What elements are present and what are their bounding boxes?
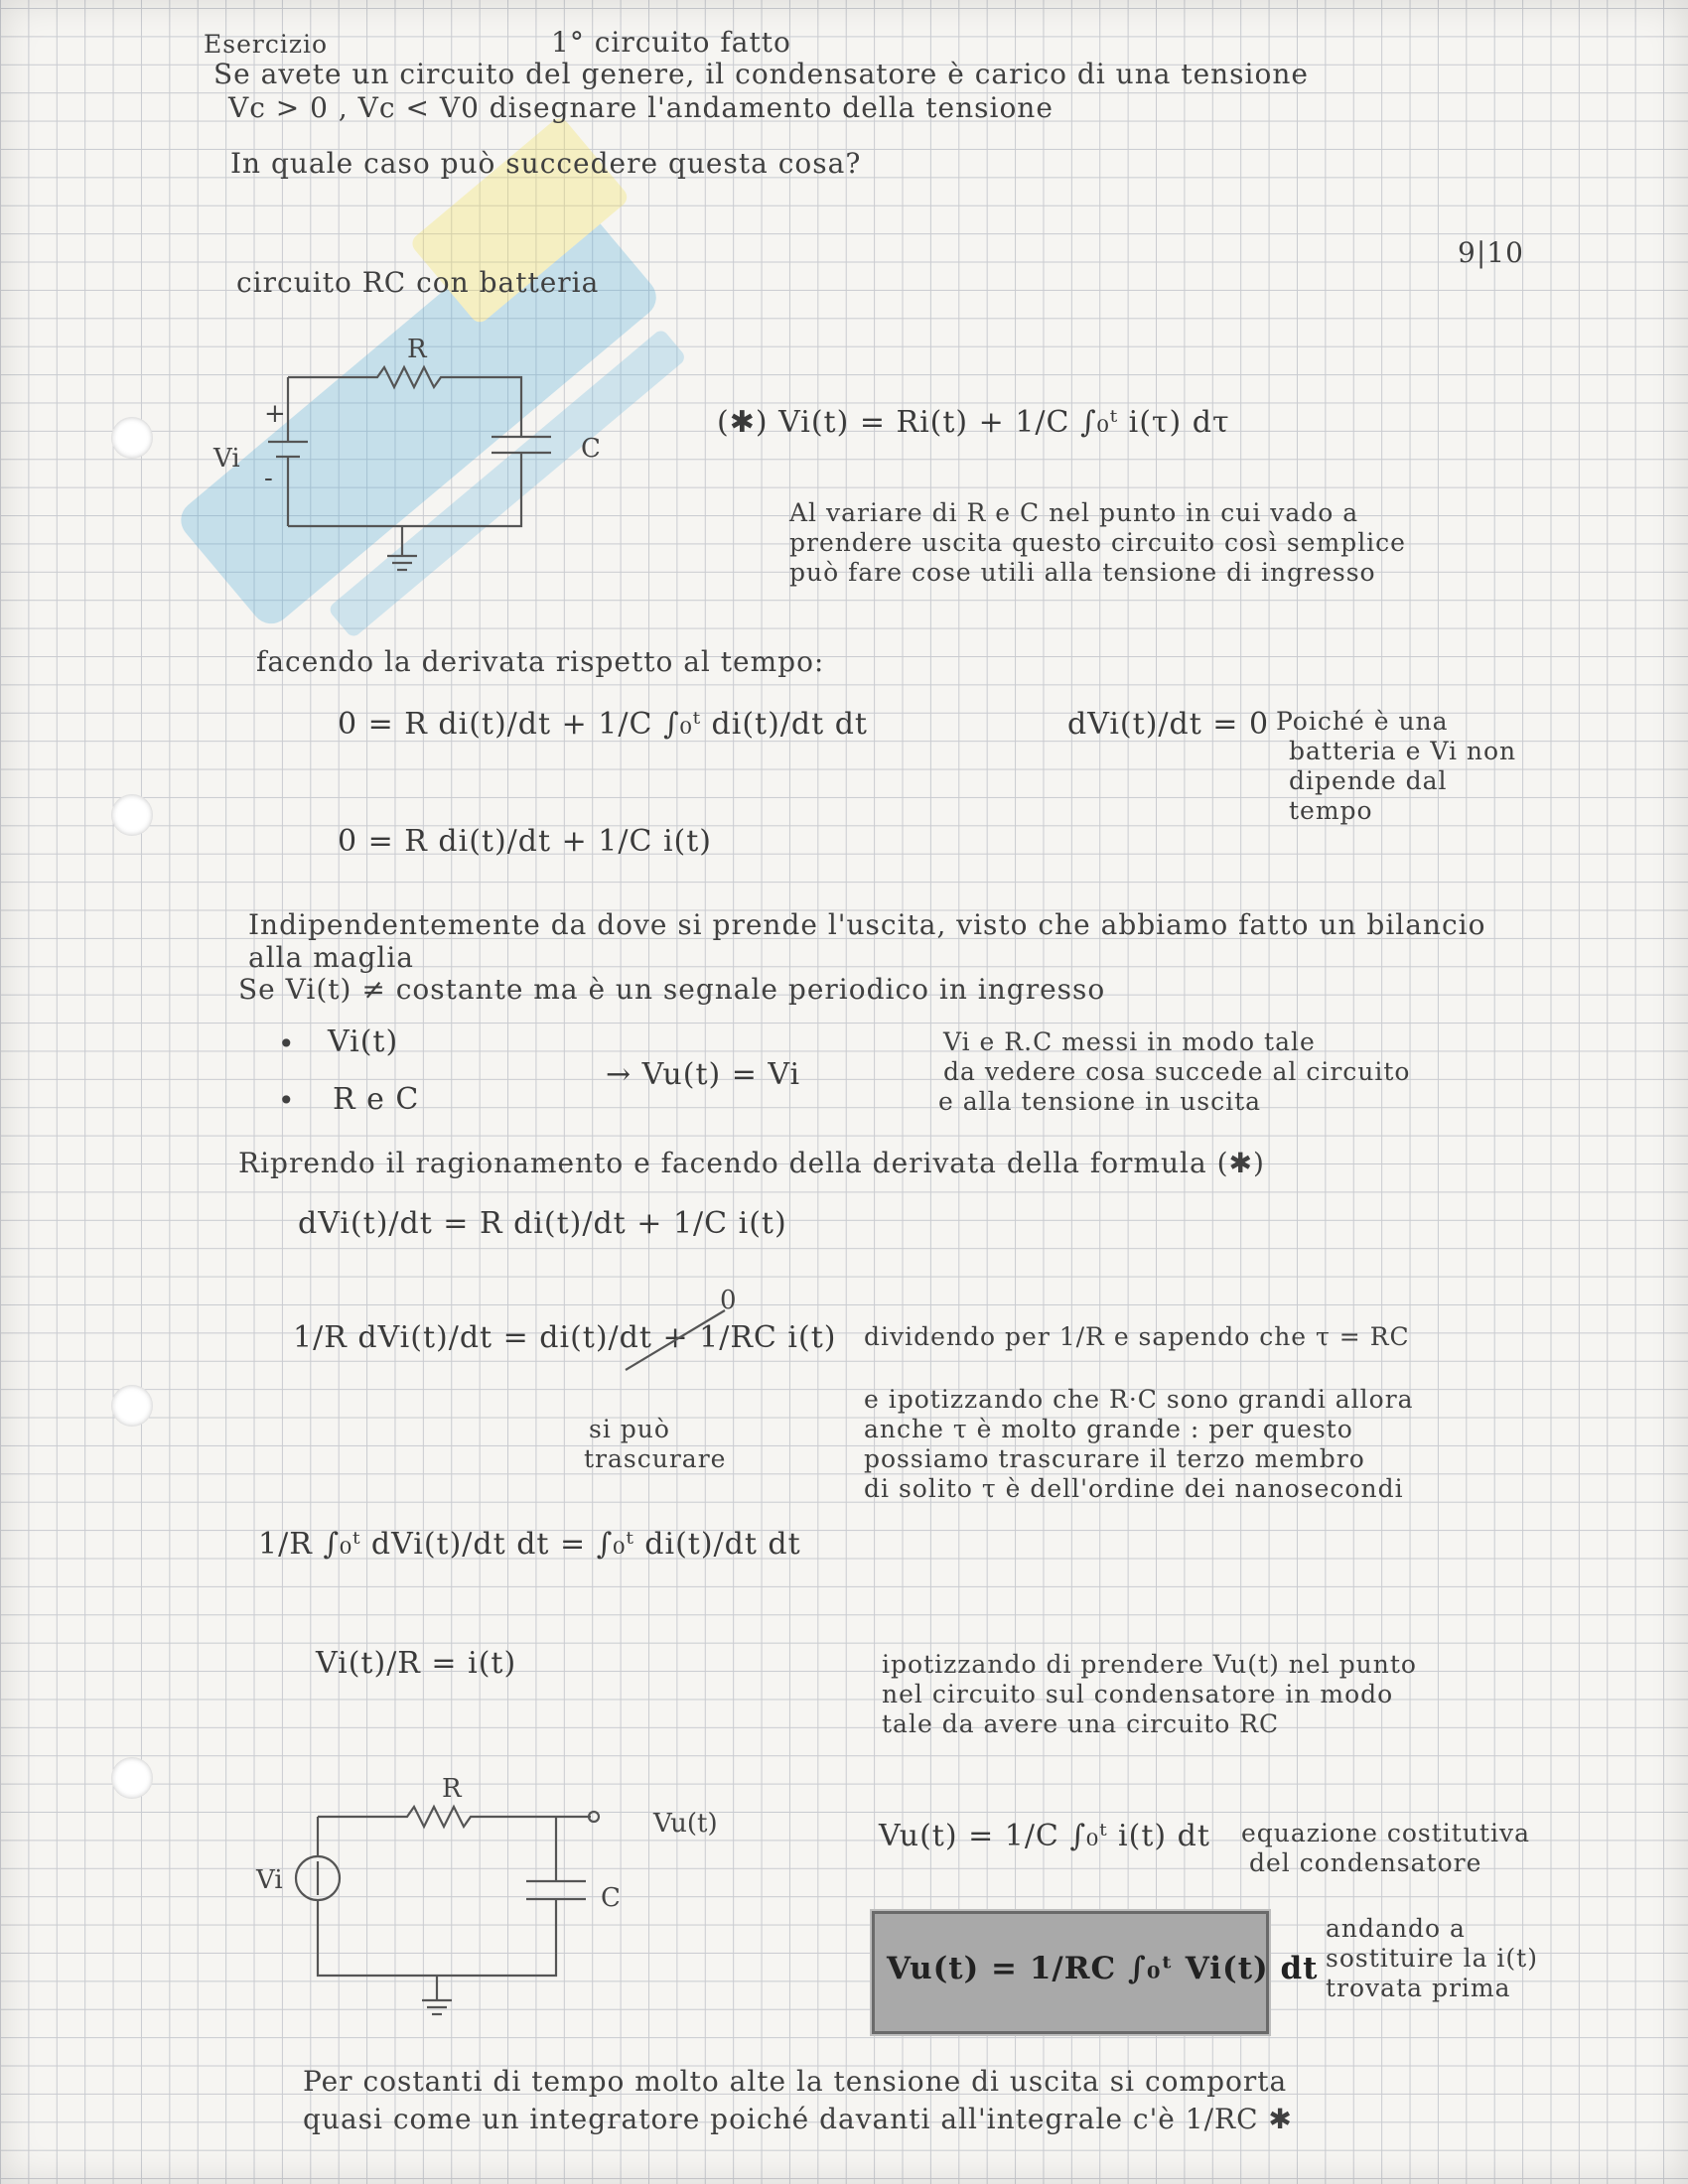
repeat-eq-1: dVi(t)/dt = R di(t)/dt + 1/C i(t) bbox=[298, 1206, 787, 1241]
side-note: tempo bbox=[1289, 796, 1373, 825]
hypothesis-note: anche τ è molto grande : per questo bbox=[864, 1415, 1353, 1443]
substitution-note: sostituire la i(t) bbox=[1326, 1944, 1538, 1973]
output-hypothesis: nel circuito sul condensatore in modo bbox=[882, 1680, 1394, 1708]
integrator-equation: Vu(t) = 1/RC ∫₀ᵗ Vi(t) dt bbox=[887, 1951, 1319, 1986]
side-note: dipende dal bbox=[1289, 766, 1448, 795]
note-line: Al variare di R e C nel punto in cui vado a bbox=[789, 498, 1359, 527]
hypothesis-note: possiamo trascurare il terzo membro bbox=[864, 1444, 1365, 1473]
minus-sign: - bbox=[264, 464, 273, 493]
bullet-vi: Vi(t) bbox=[328, 1024, 399, 1059]
bullet-dot: • bbox=[278, 1027, 296, 1060]
source-label: Vi bbox=[213, 444, 240, 474]
output-hypothesis: ipotizzando di prendere Vu(t) nel punto bbox=[882, 1650, 1417, 1679]
exercise-label: Esercizio bbox=[204, 30, 329, 59]
derivative-heading: facendo la derivata rispetto al tempo: bbox=[256, 645, 825, 678]
repeat-eq-4: Vi(t)/R = i(t) bbox=[316, 1646, 517, 1681]
source-label: Vi bbox=[256, 1865, 283, 1895]
hypothesis-note: e ipotizzando che R·C sono grandi allora bbox=[864, 1385, 1414, 1414]
intro-question: In quale caso può succedere questa cosa? bbox=[230, 147, 862, 180]
plus-sign: + bbox=[264, 399, 286, 429]
conclusion-line-1: Per costanti di tempo molto alte la tensione di uscita si comporta bbox=[303, 2065, 1288, 2098]
bullet-note: Vi e R.C messi in modo tale bbox=[943, 1027, 1316, 1056]
independent-line-3: Se Vi(t) ≠ costante ma è un segnale periodico in ingresso bbox=[238, 973, 1106, 1006]
derivative-eq-2: 0 = R di(t)/dt + 1/C i(t) bbox=[338, 824, 713, 859]
bullet-rc: R e C bbox=[333, 1082, 420, 1117]
repeat-eq-3: 1/R ∫₀ᵗ dVi(t)/dt dt = ∫₀ᵗ di(t)/dt dt bbox=[258, 1527, 801, 1562]
capacitor-constitutive-eq: Vu(t) = 1/C ∫₀ᵗ i(t) dt bbox=[879, 1819, 1210, 1853]
binder-hole bbox=[111, 1757, 153, 1799]
note-line: prendere uscita questo circuito così semplice bbox=[789, 528, 1406, 557]
section-heading-rc-battery: circuito RC con batteria bbox=[236, 266, 600, 299]
page-number: 9|10 bbox=[1458, 236, 1524, 269]
neglect-note: trascurare bbox=[584, 1444, 727, 1473]
equation-star: (✱) Vi(t) = Ri(t) + 1/C ∫₀ᵗ i(τ) dτ bbox=[717, 405, 1230, 440]
output-label: Vu(t) bbox=[653, 1809, 718, 1839]
output-equals-input-eq: → Vu(t) = Vi bbox=[606, 1057, 801, 1092]
binder-hole bbox=[111, 794, 153, 836]
bullet-note: da vedere cosa succede al circuito bbox=[943, 1057, 1411, 1086]
page-title: 1° circuito fatto bbox=[551, 26, 791, 59]
bullet-note: e alla tensione in uscita bbox=[938, 1087, 1262, 1116]
output-hypothesis: tale da avere una circuito RC bbox=[882, 1709, 1280, 1738]
side-note: Poiché è una bbox=[1276, 707, 1449, 736]
conclusion-line-2: quasi come un integratore poiché davanti all'integrale c'è 1/RC ✱ bbox=[303, 2103, 1293, 2135]
resistor-label: R bbox=[442, 1774, 462, 1804]
constitutive-note: del condensatore bbox=[1249, 1848, 1482, 1877]
intro-line-2: Vc > 0 , Vc < V0 disegnare l'andamento della tensione bbox=[228, 91, 1054, 124]
constitutive-note: equazione costitutiva bbox=[1241, 1819, 1531, 1847]
zero-mark: 0 bbox=[720, 1286, 737, 1315]
capacitor-label: C bbox=[601, 1883, 621, 1913]
substitution-note: trovata prima bbox=[1326, 1974, 1511, 2002]
hypothesis-note: di solito τ è dell'ordine dei nanosecondi bbox=[864, 1474, 1404, 1503]
bullet-dot: • bbox=[278, 1084, 296, 1117]
independent-line-1: Indipendentemente da dove si prende l'uscita, visto che abbiamo fatto un bilancio bbox=[248, 908, 1486, 941]
rc-battery-circuit bbox=[213, 328, 606, 586]
battery-derivative-eq: dVi(t)/dt = 0 bbox=[1067, 707, 1270, 742]
intro-line-1: Se avete un circuito del genere, il condensatore è carico di una tensione bbox=[213, 58, 1309, 90]
side-note: batteria e Vi non bbox=[1289, 737, 1517, 765]
binder-hole bbox=[111, 417, 153, 459]
binder-hole bbox=[111, 1385, 153, 1427]
repeat-eq-2: 1/R dVi(t)/dt = di(t)/dt + 1/RC i(t) bbox=[293, 1320, 837, 1355]
neglect-note: si può bbox=[589, 1415, 670, 1443]
rc-integrator-circuit bbox=[248, 1767, 718, 2025]
resistor-label: R bbox=[407, 335, 427, 364]
strike-through-mark bbox=[616, 1286, 755, 1380]
substitution-note: andando a bbox=[1326, 1914, 1466, 1943]
note-line: può fare cose utili alla tensione di ingresso bbox=[789, 558, 1376, 587]
capacitor-label: C bbox=[581, 434, 601, 464]
independent-line-2: alla maglia bbox=[248, 941, 414, 974]
divide-note: dividendo per 1/R e sapendo che τ = RC bbox=[864, 1322, 1410, 1351]
repeat-heading: Riprendo il ragionamento e facendo della derivata della formula (✱) bbox=[238, 1147, 1265, 1179]
derivative-eq-1: 0 = R di(t)/dt + 1/C ∫₀ᵗ di(t)/dt dt bbox=[338, 707, 868, 742]
